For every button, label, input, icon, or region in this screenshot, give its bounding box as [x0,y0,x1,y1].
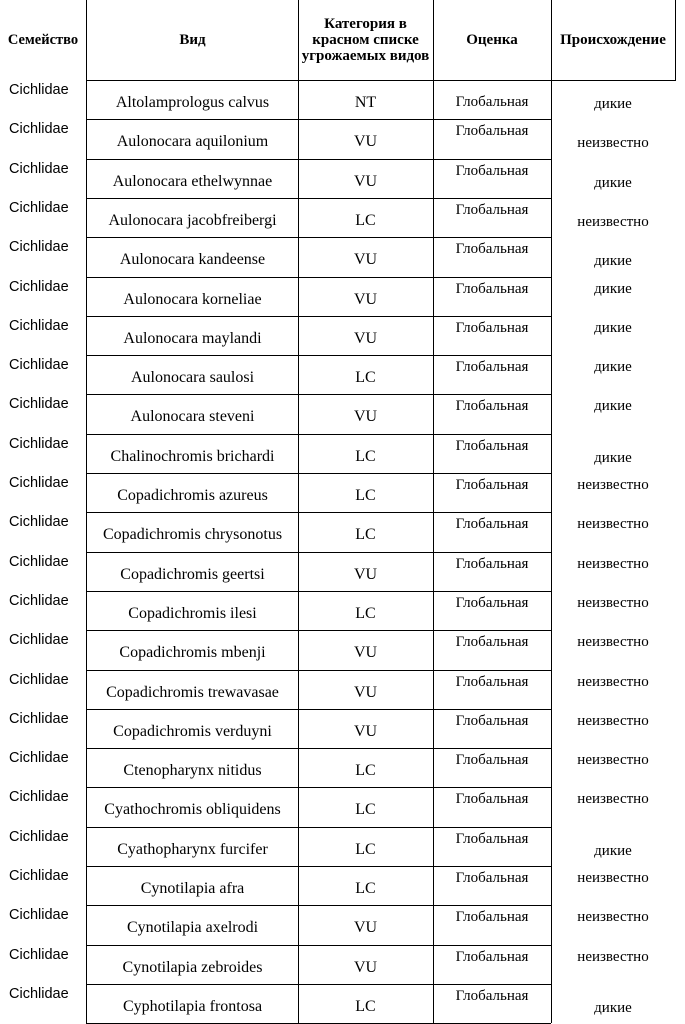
origin-cell: неизвестно [577,135,649,152]
species-cell: Aulonocara maylandi [123,329,262,347]
row-divider [86,394,551,395]
table-row [0,984,685,1023]
origin-cell: неизвестно [577,909,649,926]
assessment-cell: Глобальная [455,437,529,454]
family-cell: Cichlidae [9,317,69,334]
family-cell: Cichlidae [9,475,69,491]
assessment-cell: Глобальная [455,830,529,847]
species-cell: Aulonocara ethelwynnae [112,172,273,190]
origin-cell: дикие [594,280,632,297]
category-cell: VU [353,722,378,740]
species-cell: Aulonocara kandeense [119,251,266,269]
column-divider [675,0,676,80]
species-cell: Cynotilapia axelrodi [126,919,259,937]
origin-cell: дикие [594,999,632,1016]
origin-cell: дикие [594,398,632,415]
origin-cell: неизвестно [577,870,649,886]
column-divider [551,0,552,1023]
category-cell: LC [355,447,376,465]
category-cell: LC [355,604,376,622]
row-divider [86,945,551,946]
assessment-cell: Глобальная [455,201,529,218]
category-cell: LC [355,211,376,229]
row-divider [86,434,551,435]
category-cell: VU [353,565,378,583]
family-cell: Cichlidae [9,514,69,531]
table-row [0,945,685,984]
table-row [0,394,685,433]
family-cell: Cichlidae [9,435,69,452]
row-divider [86,905,551,906]
origin-cell: неизвестно [577,948,649,965]
category-cell: LC [355,369,376,387]
assessment-cell: Глобальная [455,987,529,1004]
origin-cell: неизвестно [577,712,649,729]
row-divider [86,198,551,199]
assessment-cell: Глобальная [455,319,529,336]
row-divider [86,787,551,788]
species-cell: Aulonocara jacobfreibergi [108,211,277,229]
table-row [0,630,685,669]
species-cell: Copadichromis azureus [117,487,268,504]
family-cell: Cichlidae [9,357,69,374]
row-divider [86,512,551,513]
family-cell: Cichlidae [9,199,69,216]
origin-cell: дикие [594,253,632,270]
row-divider [86,119,551,120]
species-cell: Cyphotilapia frontosa [122,997,263,1015]
row-divider [86,748,551,749]
category-cell: LC [355,801,376,819]
table-row [0,748,685,787]
row-divider [86,552,551,553]
origin-cell: дикие [594,96,632,112]
table-row [0,119,685,158]
family-cell: Cichlidae [9,789,69,806]
species-cell: Copadichromis ilesi [128,604,257,622]
table-row [0,198,685,237]
family-cell: Cichlidae [9,946,69,963]
table-row [0,787,685,826]
family-cell: Cichlidae [9,239,69,256]
family-cell: Cichlidae [9,907,69,924]
assessment-cell: Глобальная [455,162,529,179]
row-divider [86,277,551,278]
species-cell: Cynotilapia zebroides [122,958,263,976]
species-cell: Aulonocara korneliae [123,290,262,308]
table-row [0,277,685,316]
species-cell: Cyathochromis obliquidens [104,801,281,819]
category-cell: VU [353,172,378,190]
category-cell: LC [355,762,376,780]
origin-cell: дикие [594,319,632,336]
table-row [0,473,685,512]
category-cell: LC [355,880,376,897]
assessment-cell: Глобальная [455,359,529,376]
table-row [0,80,685,119]
assessment-cell: Глобальная [455,398,529,415]
assessment-cell: Глобальная [455,673,529,690]
assessment-cell: Глобальная [455,123,529,140]
assessment-cell: Глобальная [455,94,529,110]
table-row [0,591,685,630]
table-row [0,316,685,355]
assessment-cell: Глобальная [455,791,529,808]
row-divider [86,709,551,710]
origin-cell: неизвестно [577,555,649,572]
category-cell: VU [353,251,378,269]
table-row [0,159,685,198]
header-species: Вид [179,32,206,48]
family-cell: Cichlidae [9,750,69,767]
species-cell: Copadichromis chrysonotus [102,526,283,544]
header-origin: Происхождение [560,32,666,48]
table-row [0,709,685,748]
assessment-cell: Глобальная [455,712,529,729]
assessment-cell: Глобальная [455,752,529,769]
header-assessment: Оценка [466,32,518,48]
header-category: Категория в красном списке угрожаемых видов [301,16,430,64]
species-cell: Aulonocara steveni [130,408,255,426]
origin-cell: неизвестно [577,791,649,808]
family-cell: Cichlidae [9,278,69,295]
species-cell: Copadichromis verduyni [113,722,272,740]
family-cell: Cichlidae [9,160,69,177]
row-divider [86,316,551,317]
assessment-cell: Глобальная [455,948,529,965]
origin-cell: неизвестно [577,673,649,690]
assessment-cell: Глобальная [455,280,529,297]
row-divider [86,630,551,631]
row-divider [86,159,551,160]
category-cell: VU [353,329,378,347]
species-cell: Cyathopharynx furcifer [117,840,268,858]
table-row [0,512,685,551]
species-cell: Copadichromis geertsi [120,565,265,583]
assessment-cell: Глобальная [455,594,529,611]
family-cell: Cichlidae [9,396,69,413]
category-cell: LC [355,526,376,544]
category-cell: NT [354,94,377,111]
species-cell: Copadichromis trewavasae [106,683,279,701]
category-cell: LC [355,997,376,1015]
table-row [0,434,685,473]
origin-cell: неизвестно [577,213,649,230]
row-divider [86,237,551,238]
assessment-cell: Глобальная [455,870,529,886]
origin-cell: дикие [594,174,632,191]
header-family: Семейство [7,32,79,48]
assessment-cell: Глобальная [455,909,529,926]
row-divider [86,984,551,985]
species-cell: Ctenopharynx nitidus [123,762,262,780]
family-cell: Cichlidae [9,671,69,688]
table-row [0,552,685,591]
family-cell: Cichlidae [9,553,69,570]
table-row [0,355,685,394]
origin-cell: неизвестно [577,594,649,611]
row-divider [86,80,676,81]
family-cell: Cichlidae [9,632,69,649]
row-divider [86,670,551,671]
category-cell: LC [355,487,376,504]
row-divider [86,827,551,828]
species-cell: Altolamprologus calvus [115,94,270,111]
origin-cell: дикие [594,359,632,376]
category-cell: VU [353,919,378,937]
category-cell: VU [353,290,378,308]
assessment-cell: Глобальная [455,634,529,651]
assessment-cell: Глобальная [455,555,529,572]
family-cell: Cichlidae [9,592,69,609]
assessment-cell: Глобальная [455,477,529,493]
table-row [0,866,685,905]
origin-cell: неизвестно [577,634,649,651]
category-cell: LC [355,840,376,858]
category-cell: VU [353,644,378,662]
origin-cell: дикие [594,449,632,466]
row-divider [86,473,551,474]
category-cell: VU [353,133,378,151]
species-cell: Copadichromis mbenji [119,644,266,662]
origin-cell: неизвестно [577,516,649,533]
table-row [0,237,685,276]
species-cell: Chalinochromis brichardi [110,447,275,465]
species-cell: Aulonocara aquilonium [116,133,269,151]
category-cell: VU [353,958,378,976]
origin-cell: неизвестно [577,752,649,769]
family-cell: Cichlidae [9,710,69,727]
family-cell: Cichlidae [9,828,69,845]
table-row [0,905,685,944]
category-cell: VU [353,683,378,701]
assessment-cell: Глобальная [455,241,529,258]
table-row [0,670,685,709]
family-cell: Cichlidae [9,82,69,98]
family-cell: Cichlidae [9,868,69,884]
species-cell: Aulonocara saulosi [130,369,255,387]
species-cell: Cynotilapia afra [140,880,245,897]
table-row [0,827,685,866]
origin-cell: дикие [594,842,632,859]
assessment-cell: Глобальная [455,516,529,533]
family-cell: Cichlidae [9,121,69,138]
origin-cell: неизвестно [577,477,649,493]
row-divider [86,355,551,356]
category-cell: VU [353,408,378,426]
row-divider [86,866,551,867]
family-cell: Cichlidae [9,985,69,1002]
row-divider [86,591,551,592]
